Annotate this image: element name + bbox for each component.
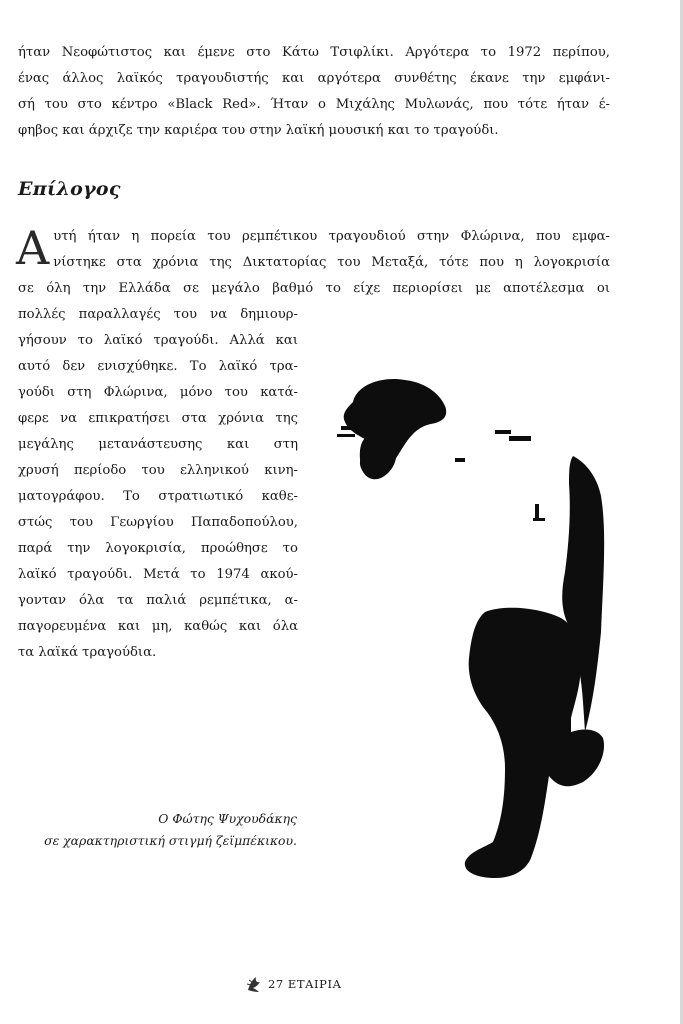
page-number: 27 (268, 977, 284, 991)
text-line: νίστηκε στα χρόνια της Δικτατορίας του Μεταξά, τότε που η λογοκρισία (53, 255, 610, 270)
text-line: ματογράφου. Το στρατιωτικό καθε- (18, 489, 298, 504)
caption-line: Ο Φώτης Ψυχουδάκης (158, 811, 297, 826)
caption-line: σε χαρακτηριστική στιγμή ζεϊμπέκικου. (44, 833, 297, 848)
text-line: ήταν Νεοφώτιστος και έμενε στο Κάτω Τσιφλίκι. Αργότερα το 1972 περίπου, (18, 45, 610, 60)
text-line: χρυσή περίοδο του ελληνικού κινη- (18, 463, 298, 478)
text-line: σή του στο κέντρο «Black Red». Ήταν ο Μιχάλης Μυλωνάς, που τότε ήταν έ- (18, 97, 610, 112)
text-line: γονταν όλα τα παλιά ρεμπέτικα, α- (18, 593, 298, 608)
text-line: παγορευμένα και μη, καθώς και όλα (18, 619, 298, 634)
photo-caption (44, 808, 297, 852)
text-line: λαϊκό τραγούδι. Μετά το 1974 ακού- (18, 567, 298, 582)
text-line: ένας άλλος λαϊκός τραγουδιστής και αργότερα συνθέτης έκανε την εμφάνι- (18, 71, 610, 86)
text-line: στώς του Γεωργίου Παπαδοπούλου, (18, 515, 298, 530)
text-line: φερε να επικρατήσει στα χρόνια της (18, 411, 298, 426)
publisher-name: ΕΤΑΙΡΙΑ (287, 977, 342, 991)
section-heading: Επίλογος (18, 178, 121, 200)
first-lines (16, 221, 610, 276)
text-line: πολλές παραλλαγές του να δημιουρ- (18, 307, 298, 322)
text-line: γήσουν το λαϊκό τραγούδι. Αλλά και (18, 333, 298, 348)
intro-paragraph (18, 40, 610, 144)
publisher-logo-icon (244, 974, 264, 994)
drop-cap: Α (16, 221, 50, 275)
text-line: σε όλη την Ελλάδα σε μεγάλο βαθμό το είχε περιορίσει με αποτέλεσμα οι (18, 281, 610, 296)
page-footer (244, 974, 342, 994)
text-line: αυτό δεν ενισχύθηκε. Το λαϊκό τρα- (18, 359, 298, 374)
text-line: φηβος και άρχιζε την καριέρα του στην λαϊκή μουσική και το τραγούδι. (18, 123, 499, 138)
text-line: παρά την λογοκρισία, προώθησε το (18, 541, 298, 556)
dancer-silhouette-photo (335, 372, 615, 882)
text-line: τα λαϊκά τραγούδια. (18, 645, 157, 660)
text-line: μεγάλης μετανάστευσης και στη (18, 437, 298, 452)
text-line: γούδι στη Φλώρινα, μόνο του κατά- (18, 385, 298, 400)
text-line: υτή ήταν η πορεία του ρεμπέτικου τραγουδιού στην Φλώρινα, που εμφα- (53, 229, 610, 244)
